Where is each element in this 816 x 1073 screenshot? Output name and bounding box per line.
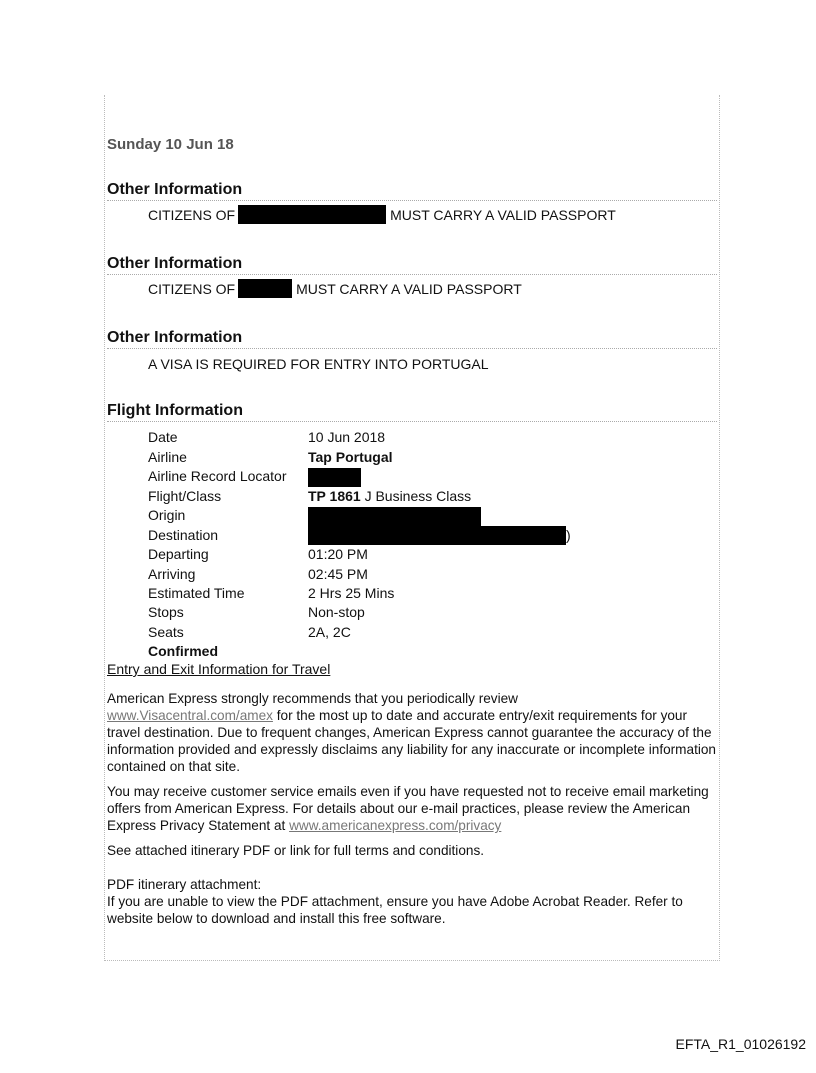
flight-row-departing xyxy=(148,545,368,564)
flight-row-arriving xyxy=(148,565,368,584)
privacy-link[interactable]: www.americanexpress.com/privacy xyxy=(289,818,502,833)
row-value-tail: ) xyxy=(566,527,571,543)
visacentral-paragraph xyxy=(107,690,719,775)
row-value: 01:20 PM xyxy=(308,546,368,562)
privacy-paragraph xyxy=(107,783,719,834)
row-value: Non-stop xyxy=(308,604,365,620)
row-label: Arriving xyxy=(148,566,196,582)
redaction xyxy=(238,279,292,298)
flight-row-origin xyxy=(148,506,308,525)
info-text: CITIZENS OF xyxy=(148,280,236,297)
pdf-title: PDF itinerary attachment: xyxy=(107,877,262,892)
flight-row-locator xyxy=(148,467,308,486)
flight-row-stops xyxy=(148,603,365,622)
row-label: Seats xyxy=(148,624,184,640)
paragraph-text: You may receive customer service emails even if you have requested not to receive email marketing offers from American Express. For details about our e-mail practices, please review the American Express Privacy Statement at xyxy=(107,784,709,833)
day-heading: Sunday 10 Jun 18 xyxy=(107,136,234,153)
flight-row-date xyxy=(148,428,386,447)
row-value xyxy=(308,487,471,506)
booking-status: Confirmed xyxy=(148,643,218,659)
row-value: 10 Jun 2018 xyxy=(308,429,386,445)
row-label: Airline Record Locator xyxy=(148,468,287,484)
pdf-paragraph xyxy=(107,876,719,927)
info-text: MUST CARRY A VALID PASSPORT xyxy=(296,280,522,297)
visacentral-link[interactable]: www.Visacentral.com/amex xyxy=(107,708,273,723)
class: J Business Class xyxy=(364,488,472,504)
info-text: A VISA IS REQUIRED FOR ENTRY INTO PORTUGAL xyxy=(148,356,489,372)
redaction xyxy=(308,468,361,487)
row-label: Flight/Class xyxy=(148,488,222,504)
row-label: Stops xyxy=(148,604,184,620)
row-label: Origin xyxy=(148,507,186,523)
terms-paragraph: See attached itinerary PDF or link for full terms and conditions. xyxy=(107,843,485,858)
redaction xyxy=(308,526,566,545)
info-line xyxy=(148,205,616,224)
paragraph-text: for the most up to date and accurate entry/exit requirements for your travel destination. Due to frequent changes, American Express cannot guarantee the accuracy of the information provided and expressly disclaims any liability for any inaccurate or incomplete information contained on that site. xyxy=(107,708,716,774)
row-label: Airline xyxy=(148,449,187,465)
row-value: Tap Portugal xyxy=(308,449,393,465)
paragraph-text: If you are unable to view the PDF attachment, ensure you have Adobe Acrobat Reader. Refer to website below to download and install this free software. xyxy=(107,894,683,926)
info-line xyxy=(148,356,489,372)
section-heading: Other Information xyxy=(107,329,717,349)
row-label: Destination xyxy=(148,527,219,543)
info-text: CITIZENS OF xyxy=(148,206,236,223)
flight-heading: Flight Information xyxy=(107,402,717,422)
flight-row-airline xyxy=(148,448,393,467)
section-heading: Other Information xyxy=(107,181,717,201)
flight-row-estimated-time xyxy=(148,584,395,603)
row-value: 2 Hrs 25 Mins xyxy=(308,585,395,601)
document-id: EFTA_R1_01026192 xyxy=(675,1036,806,1052)
flight-row-flight-class xyxy=(148,487,472,506)
redaction xyxy=(238,205,386,224)
entry-exit-link[interactable]: Entry and Exit Information for Travel xyxy=(107,661,331,677)
flight-number: TP 1861 xyxy=(308,488,361,504)
row-value: 02:45 PM xyxy=(308,566,368,582)
info-text: MUST CARRY A VALID PASSPORT xyxy=(390,206,616,223)
section-heading: Other Information xyxy=(107,255,717,275)
flight-row-seats xyxy=(148,623,351,642)
row-label: Departing xyxy=(148,546,209,562)
row-value: 2A, 2C xyxy=(308,624,351,640)
row-label: Date xyxy=(148,429,178,445)
row-value xyxy=(308,526,571,545)
redaction xyxy=(308,507,481,526)
info-line xyxy=(148,279,522,298)
row-label: Estimated Time xyxy=(148,585,245,601)
paragraph-text: American Express strongly recommends that you periodically review xyxy=(107,691,518,706)
flight-row-destination xyxy=(148,526,571,545)
